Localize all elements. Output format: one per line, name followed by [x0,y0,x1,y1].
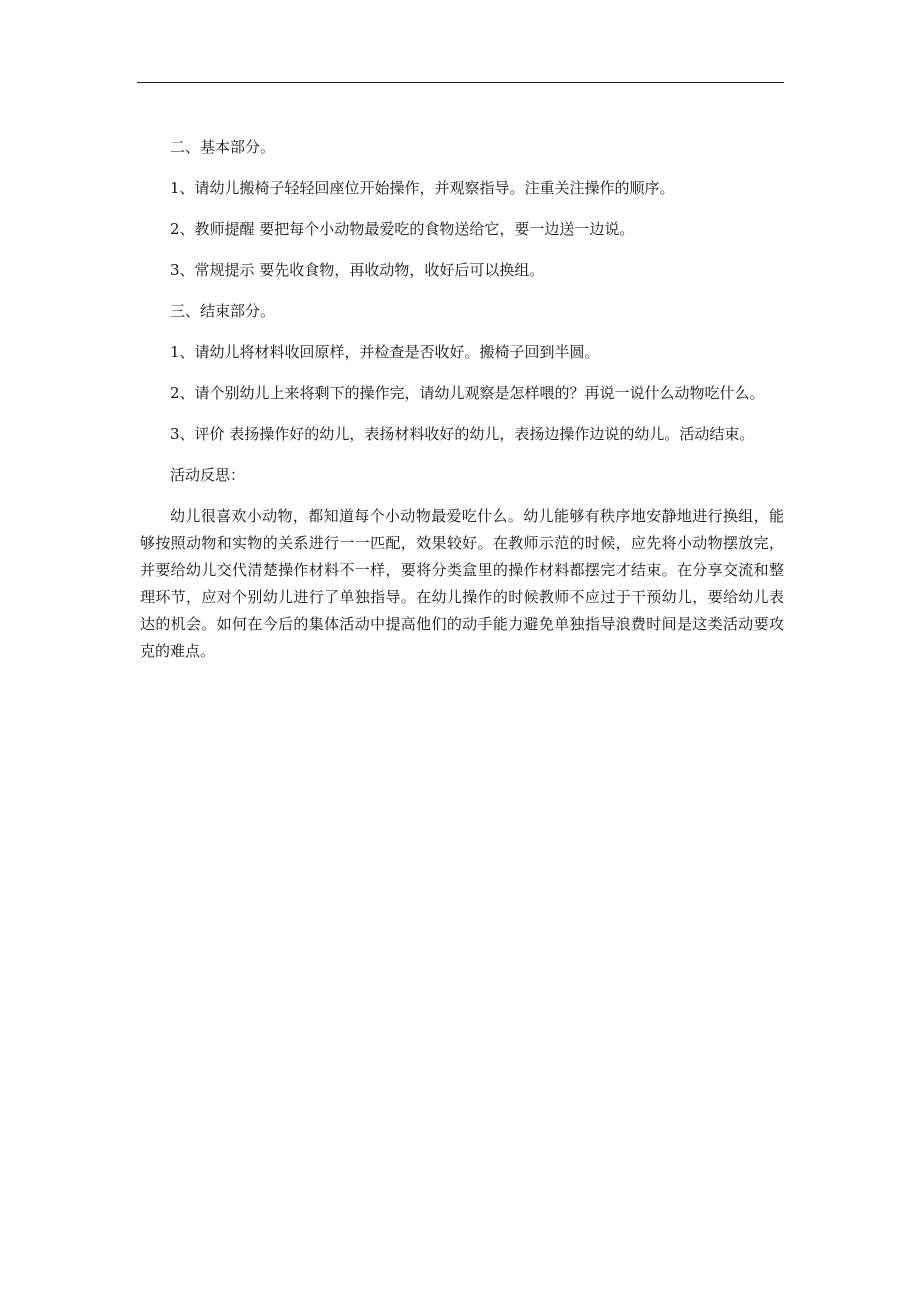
document-body [140,134,784,665]
reflection-heading: 活动反思： [170,466,246,484]
section-heading-ending: 三、结束部分。 [170,302,276,320]
basic-step-2: 2、教师提醒 要把每个小动物最爱吃的食物送给它，要一边送一边说。 [170,220,635,238]
section-heading-basic: 二、基本部分。 [170,138,276,156]
ending-step-1: 1、请幼儿将材料收回原样，并检查是否收好。搬椅子回到半圆。 [170,343,600,361]
basic-step-3: 3、常规提示 要先收食物，再收动物，收好后可以换组。 [170,261,545,279]
reflection-text: 幼儿很喜欢小动物，都知道每个小动物最爱吃什么。幼儿能够有秩序地安静地进行换组，能够按照动物和实物的关系进行一一匹配，效果较好。在教师示范的时候，应先将小动物摆放完，并要给幼儿交代清楚操作材料不一样，要将分类盒里的操作材料都摆完才结束。在分享交流和整理环节，应对个别幼儿进行了单独指导。在幼儿操作的时候教师不应过于干预幼儿，要给幼儿表达的机会。如何在今后的集体活动中提高他们的动手能力避免单独指导浪费时间是这类活动要攻克的难点。 [140,507,784,660]
ending-step-2: 2、请个别幼儿上来将剩下的操作完，请幼儿观察是怎样喂的？再说一说什么动物吃什么。 [170,384,765,402]
basic-step-1: 1、请幼儿搬椅子轻轻回座位开始操作，并观察指导。注重关注操作的顺序。 [170,179,675,197]
header-rule [137,82,784,83]
ending-step-3: 3、评价 表扬操作好的幼儿，表扬材料收好的幼儿，表扬边操作边说的幼儿。活动结束。 [170,425,755,443]
